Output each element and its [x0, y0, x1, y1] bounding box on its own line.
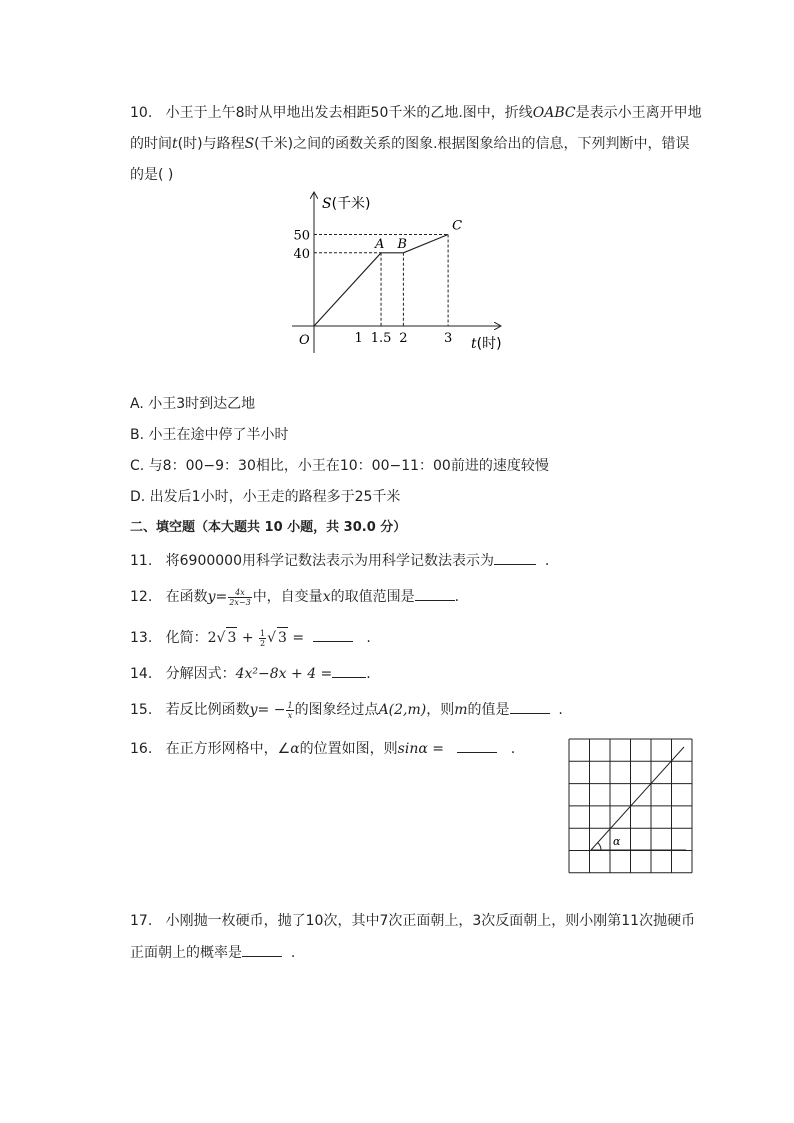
point-label-C: C	[452, 218, 463, 234]
q14-pre: 分解因式：	[165, 666, 236, 682]
q14-expr: 4x²−8x + 4 =	[235, 666, 333, 682]
q15-end: .	[558, 702, 563, 718]
q16-end: .	[510, 741, 516, 757]
q12-y: y	[207, 589, 216, 605]
q15-post: 的值是	[467, 702, 510, 718]
q15-y: y	[249, 702, 258, 718]
q14-blank	[332, 663, 366, 678]
y-axis-label: S(千米)	[322, 196, 371, 212]
q13-number: 13.	[130, 630, 153, 646]
q10-text-2c: (千米)之间的函数关系的图象.根据图象给出的信息，下列判断中，错误	[254, 136, 690, 152]
q13-sqrt-1: √ 3	[217, 630, 238, 646]
q13-eq: =	[292, 630, 305, 646]
q16-blank	[457, 738, 497, 753]
q17-blank	[242, 942, 282, 957]
q10-s-var: S	[244, 136, 255, 152]
q13-end: .	[366, 630, 371, 646]
q10-option-c: C. 与8：00−9：30相比，小王在10：00−11：00前进的速度较慢	[130, 458, 549, 474]
q14-end: .	[366, 666, 371, 682]
q14	[130, 663, 371, 684]
q12-number: 12.	[130, 589, 153, 605]
q12-denominator: 2x−3	[229, 597, 251, 607]
q13-sqrt-2: √ 3	[267, 630, 288, 646]
q16-alpha: α	[290, 741, 300, 757]
q11-end: .	[544, 553, 550, 569]
q15-blank	[510, 699, 550, 714]
q13-coef: 2	[207, 630, 217, 646]
q17-end: .	[290, 945, 296, 961]
x-tick-3: 3	[443, 331, 453, 346]
q14-number: 14.	[130, 666, 153, 682]
q13-frac-den: 2	[260, 638, 266, 648]
segment-OA	[314, 253, 381, 326]
q11-blank	[494, 550, 536, 565]
q10-text-2a: 的时间	[130, 136, 172, 152]
y-tick-50: 50	[293, 228, 310, 244]
q10-text-1: 小王于上午8时从甲地出发去相距50千米的乙地.图中，折线	[165, 105, 533, 121]
q12-fraction	[228, 588, 251, 607]
q17-number: 17.	[130, 913, 153, 929]
q13-frac-num: 1	[260, 628, 266, 638]
q17-text-2: 正面朝上的概率是	[130, 945, 242, 961]
q15-number: 15.	[130, 702, 153, 718]
q12-numerator: 4x	[228, 588, 251, 598]
q10-text-2b: (时)与路程	[177, 136, 245, 152]
q12-end: .	[454, 589, 460, 605]
x-tick-2: 2	[399, 331, 408, 346]
q16	[130, 738, 515, 759]
q10-oabc: OABC	[532, 105, 576, 121]
q10-t-var: t	[172, 136, 178, 152]
x-tick-1: 1	[354, 331, 363, 346]
q15-mid: 的图象经过点	[294, 702, 379, 718]
q15-fraction	[286, 701, 293, 720]
q16-mid: 的位置如图，则	[299, 741, 398, 757]
q10-line1	[130, 103, 702, 123]
q10-line2	[130, 134, 690, 154]
q13	[130, 627, 371, 648]
q12-blank	[415, 586, 455, 601]
q10-option-b: B. 小王在途中停了半小时	[130, 427, 289, 443]
q15-point: A(2,m)	[378, 702, 427, 718]
q12-post2: 的取值范围是	[330, 589, 415, 605]
q15-mid2: ，则	[426, 702, 455, 718]
q15-denominator: x	[287, 710, 293, 720]
q15	[130, 699, 563, 720]
q16-number: 16.	[130, 741, 153, 757]
q13-radicand-2: 3	[277, 627, 288, 648]
angle-arc	[598, 843, 601, 850]
q13-fraction	[259, 629, 266, 648]
q12-x: x	[322, 589, 331, 605]
q12	[130, 586, 459, 607]
q17-text-1: 小刚抛一枚硬币，抛了10次，其中7次正面朝上，3次反面朝上，则小刚第11次抛硬币	[165, 913, 696, 929]
q16-sin: sinα	[397, 741, 428, 757]
square-grid-figure	[568, 738, 694, 874]
angle-ray-diagonal	[591, 747, 684, 850]
q16-eq: =	[432, 741, 444, 757]
q11-number: 11.	[130, 553, 153, 569]
q10-option-a: A. 小王3时到达乙地	[130, 396, 256, 412]
q10-number: 10.	[130, 105, 153, 121]
q11-text: 将6900000用科学记数法表示为用科学记数法表示为	[165, 553, 494, 569]
q15-pre: 若反比例函数	[165, 702, 250, 718]
q17-line2	[130, 942, 295, 963]
q12-pre: 在函数	[165, 589, 208, 605]
q15-numerator: 1	[287, 700, 293, 710]
q15-eq: = −	[257, 702, 286, 718]
q10-text-1b: 是表示小王离开甲地	[575, 105, 702, 121]
q13-blank	[313, 627, 353, 642]
origin-label: O	[299, 333, 310, 348]
q10-line3: 的是( )	[130, 167, 174, 183]
distance-time-chart	[280, 185, 520, 360]
q13-pre: 化简：	[165, 630, 208, 646]
y-tick-40: 40	[293, 246, 310, 262]
point-label-A: A	[375, 236, 385, 252]
q15-m: m	[454, 702, 468, 718]
segment-BC	[403, 235, 448, 253]
x-tick-1.5: 1.5	[370, 331, 392, 346]
q11	[130, 550, 549, 571]
section-2-title: 二、填空题（本大题共 10 小题，共 30.0 分）	[130, 520, 407, 535]
q10-option-d: D. 出发后1小时，小王走的路程多于25千米	[130, 489, 401, 505]
x-axis-label: t(时)	[471, 336, 502, 352]
q13-plus: +	[241, 630, 254, 646]
grid-alpha-label: α	[613, 835, 621, 848]
q12-post: 中，自变量	[252, 589, 323, 605]
q13-radicand-1: 3	[226, 627, 237, 648]
point-label-B: B	[397, 236, 407, 252]
q16-pre: 在正方形网格中，∠	[165, 741, 291, 757]
q12-eq: =	[215, 589, 228, 605]
q17-line1	[130, 911, 695, 931]
